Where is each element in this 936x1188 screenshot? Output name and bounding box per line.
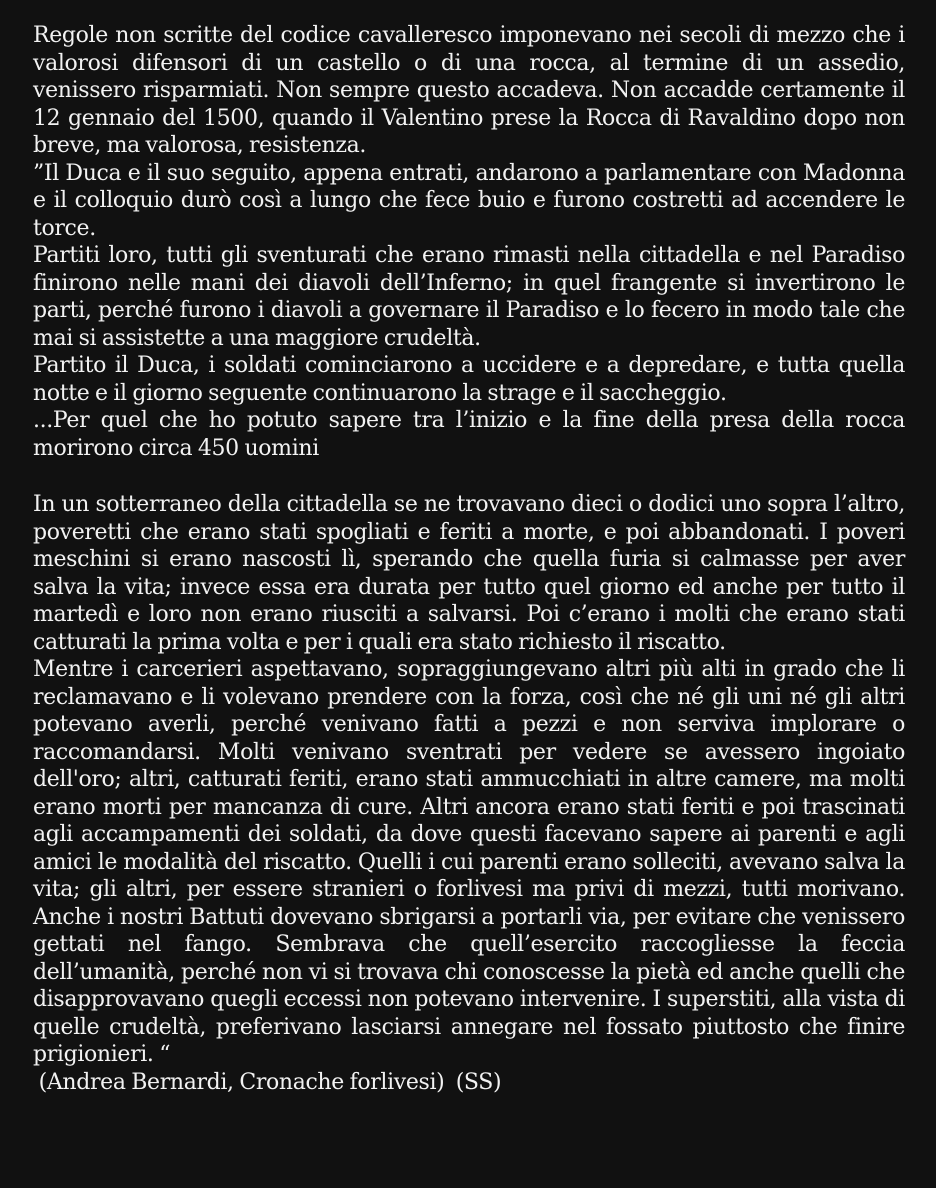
paragraph-intro: Regole non scritte del codice cavalleresco imponevano nei secoli di mezzo che i valorosi difensori di un castello o di una rocca, al termine di un assedio, venissero risparmiati. Non sempre questo accadeva. Non accadde certamente il 12 gennaio del 1500, quando il Valentino prese la Rocca di Ravaldino dopo non breve, ma valorosa, resistenza. [33,23,905,158]
paragraph-paradiso: Partiti loro, tutti gli sventurati che erano rimasti nella cittadella e nel Paradiso finirono nelle mani dei diavoli dell’Inferno; in quel frangente si invertirono le parti, perché furono i diavoli a governare il Paradiso e lo fecero in modo tale che mai si assistette a una maggiore crudeltà. [33,243,905,351]
paragraph-carcerieri: Mentre i carcerieri aspettavano, sopraggiungevano altri più alti in grado che li reclamavano e li volevano prendere con la forza, così che né gli uni né gli altri potevano averli, perché venivano fatti a pezzi e non serviva implorare o raccomandarsi. Molti venivano sventrati per vedere se avessero ingoiato dell'oro; altri, catturati feriti, erano stati ammucchiati in altre camere, ma molti erano morti per mancanza di cure. Altri ancora erano stati feriti e poi trascinati agli accampamenti dei soldati, da dove questi facevano sapere ai parenti e agli amici le modalità del riscatto. Quelli i cui parenti erano solleciti, avevano salva la vita; gli altri, per essere stranieri o forlivesi ma privi di mezzi, tutti morivano. Anche i nostri Battuti dovevano sbrigarsi a portarli via, per evitare che venissero gettati nel fango. Sembrava che quell’esercito raccogliesse la feccia dell’umanità, perché non vi si trovava chi conoscesse la pietà ed anche quelli che disapprovavano quegli eccessi non potevano intervenire. I superstiti, alla vista di quelle crudeltà, preferivano lasciarsi annegare nel fossato piuttosto che finire prigionieri. “ [33,657,905,1067]
document-page [33,22,905,1096]
paragraph-sotterraneo: In un sotterraneo della cittadella se ne trovavano dieci o dodici uno sopra l’altro, poveretti che erano stati spogliati e feriti a morte, e poi abbandonati. I poveri meschini si erano nascosti lì, sperando che quella furia si calmasse per aver salva la vita; invece essa era durata per tutto quel giorno ed anche per tutto il martedì e loro non erano riusciti a salvarsi. Poi c’erano i molti che erano stati catturati la prima volta e per i quali era stato richiesto il riscatto. [33,492,905,655]
paragraph-quote-start: ”Il Duca e il suo seguito, appena entrati, andarono a parlamentare con Madonna e il colloquio durò così a lungo che fece buio e furono costretti ad accendere le torce. [33,160,905,241]
section-gap [33,462,905,491]
citation: (Andrea Bernardi, Cronache forlivesi) (SS) [33,1069,502,1095]
paragraph-morti: ...Per quel che ho potuto sapere tra l’inizio e la fine della presa della rocca morirono circa 450 uomini [33,408,905,461]
paragraph-duca: Partito il Duca, i soldati cominciarono a uccidere e a depredare, e tutta quella notte e il giorno seguente continuarono la strage e il saccheggio. [33,353,905,406]
